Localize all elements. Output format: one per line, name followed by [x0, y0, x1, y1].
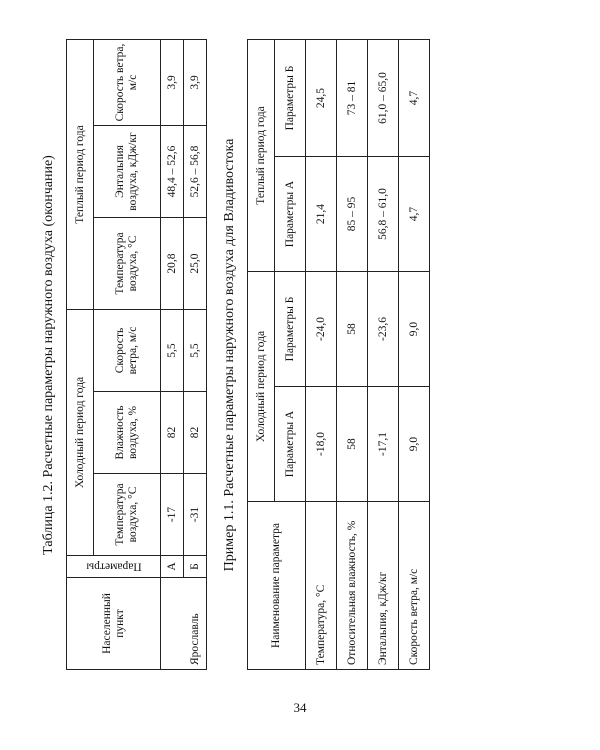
table2-row-name: Температура, °С	[306, 502, 337, 670]
rotated-content	[40, 40, 560, 670]
table-cell: 56,8 – 61,0	[368, 157, 399, 272]
table1-head-city: Населенный пункт	[67, 578, 161, 670]
table2-head-cold: Холодный период года	[248, 272, 275, 502]
table-cell: 9,0	[399, 272, 430, 387]
table1-head-params: Параметры	[67, 556, 161, 578]
table-cell: -24,0	[306, 272, 337, 387]
table2-sub-warm-a: Параметры А	[275, 157, 306, 272]
table-row	[161, 39, 184, 669]
table1-sub-cold-temp: Температура воздуха, °С	[94, 474, 161, 556]
table2-row-name: Скорость ветра, м/с	[399, 502, 430, 670]
table-cell: 5,5	[184, 310, 207, 392]
table1-sub-warm-enthalpy: Энтальпия воздуха, кДж/кг	[94, 126, 161, 218]
table1	[66, 39, 207, 670]
table-row	[399, 39, 430, 669]
table-cell: -17	[161, 474, 184, 556]
table-cell: 3,9	[161, 39, 184, 125]
table-row	[184, 39, 207, 669]
table-cell: 85 – 95	[337, 157, 368, 272]
table-cell: 3,9	[184, 39, 207, 125]
table2	[247, 39, 430, 670]
table-cell: 4,7	[399, 157, 430, 272]
table-cell: 4,7	[399, 39, 430, 156]
table-cell: 82	[161, 392, 184, 474]
table-cell: 5,5	[161, 310, 184, 392]
table2-sub-warm-b: Параметры Б	[275, 39, 306, 156]
table-cell: 73 – 81	[337, 39, 368, 156]
table1-caption: Таблица 1.2. Расчетные параметры наружного воздуха (окончание)	[41, 155, 56, 555]
table-cell: 58	[337, 387, 368, 502]
table-cell: 61,0 – 65,0	[368, 39, 399, 156]
table-row	[368, 39, 399, 669]
table2-head-name: Наименование параметра	[248, 502, 306, 670]
table-cell: 21,4	[306, 157, 337, 272]
page-number: 34	[293, 700, 307, 715]
table-cell: 82	[184, 392, 207, 474]
table-cell: 25,0	[184, 218, 207, 310]
table2-caption: Пример 1.1. Расчетные параметры наружного воздуха для Владивостока	[222, 138, 237, 572]
table1-sub-cold-wind: Скорость ветра, м/с	[94, 310, 161, 392]
table-cell: 20,8	[161, 218, 184, 310]
table1-sub-warm-wind: Скорость ветра, м/с	[94, 39, 161, 125]
table1-city: Ярославль	[161, 578, 207, 670]
table1-sub-warm-temp: Температура воздуха, °С	[94, 218, 161, 310]
table-cell: 24,5	[306, 39, 337, 156]
table1-param: А	[161, 556, 184, 578]
table2-head-warm: Теплый период года	[248, 39, 275, 271]
table1-param: Б	[184, 556, 207, 578]
table-cell: 48,4 – 52,6	[161, 126, 184, 218]
table2-row-name: Энтальпия, кДж/кг	[368, 502, 399, 670]
table-row	[337, 39, 368, 669]
table1-head-cold: Холодный период года	[67, 310, 94, 556]
table1-head-warm: Теплый период года	[67, 39, 94, 309]
table-cell: -23,6	[368, 272, 399, 387]
table-row	[306, 39, 337, 669]
table-cell: -18,0	[306, 387, 337, 502]
table1-sub-cold-humidity: Влажность воздуха, %	[94, 392, 161, 474]
table-cell: 58	[337, 272, 368, 387]
table-cell: -17,1	[368, 387, 399, 502]
table-cell: -31	[184, 474, 207, 556]
table2-row-name: Относительная влажность, %	[337, 502, 368, 670]
table-cell: 52,6 – 56,8	[184, 126, 207, 218]
table2-sub-cold-a: Параметры А	[275, 387, 306, 502]
table2-sub-cold-b: Параметры Б	[275, 272, 306, 387]
table-cell: 9,0	[399, 387, 430, 502]
